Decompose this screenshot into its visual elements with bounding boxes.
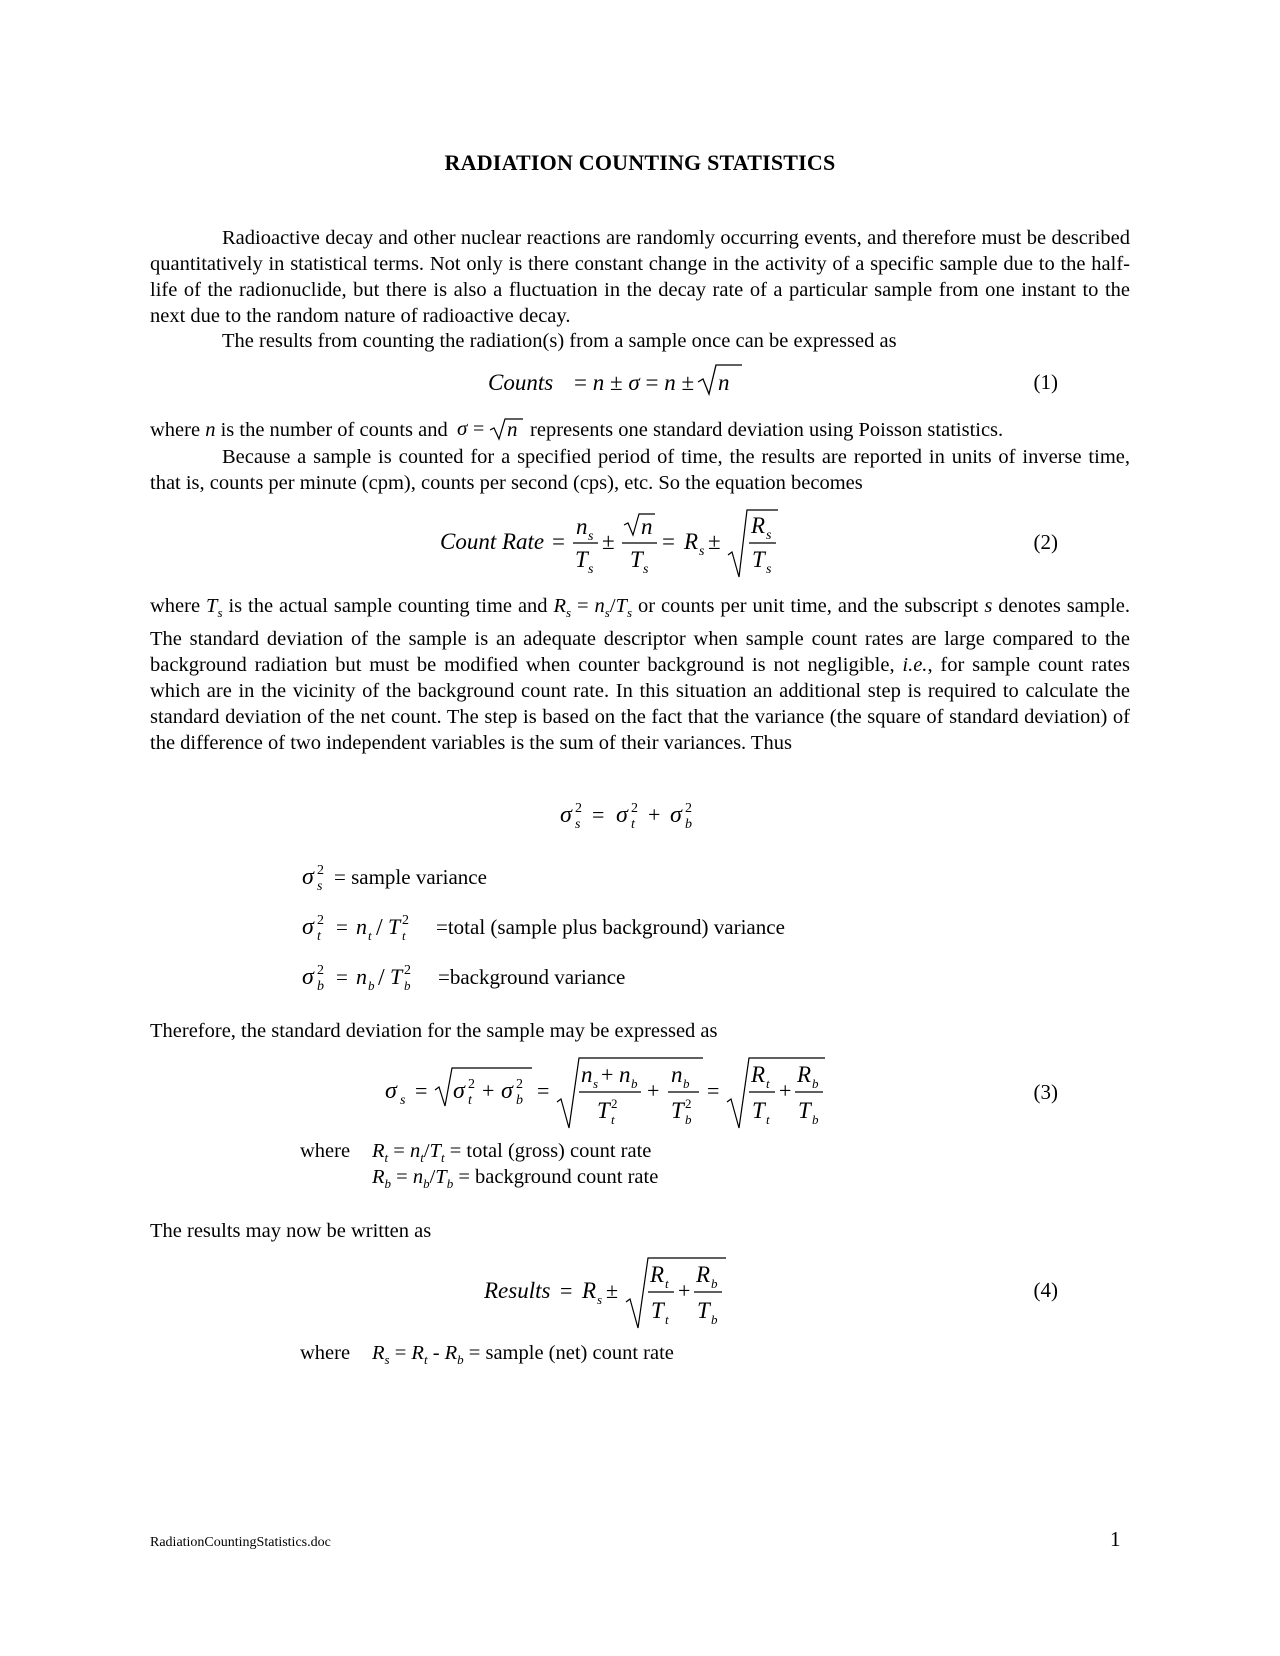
p4-d: denotes sample. The standard deviation of the sample is an adequate descriptor when sample count rates are large compared to the background radiation but must be modified when counter background is not negligible, [150,595,1130,677]
var-n: n [205,419,216,441]
svg-text:n: n [356,914,367,939]
svg-text:=: = [707,1078,720,1103]
svg-text:b: b [711,1276,718,1291]
results-paragraph [150,1218,1130,1244]
svg-text:σ: σ [302,964,314,990]
svg-text:b: b [516,1093,523,1108]
results-text: The results may now be written as [150,1220,432,1242]
svg-text:=: = [537,1078,550,1103]
svg-text:2: 2 [516,1077,523,1092]
svg-text:s: s [317,879,323,892]
footer-filename: RadiationCountingStatistics.doc [150,1535,331,1550]
svg-text:s: s [588,529,594,544]
svg-text:=: = [662,529,675,554]
svg-text:t: t [317,929,321,942]
svg-text:t: t [665,1312,669,1327]
svg-text:2: 2 [611,1096,618,1111]
where-rt-line: where $R_t = n_t/T_t$ = total (gross) count rate [300,1140,652,1166]
svg-text:n: n [356,964,367,989]
svg-text:R: R [582,1278,597,1303]
svg-text:s: s [593,1076,599,1091]
svg-text:b: b [812,1076,819,1091]
count-rate-text: Because a sample is counted for a specified period of time, the results are reported in units of inverse time, that is, counts per minute (cpm), counts per second (cps), etc. So the equation becomes [150,446,1130,494]
svg-text:R: R [650,1262,665,1287]
svg-text:T: T [651,1298,664,1323]
where-rs-line: where $R_s = R_t - R_b$ = sample (net) count rate [300,1342,674,1368]
def-sample-variance [300,860,487,892]
svg-text:σ: σ [453,1078,465,1104]
svg-text:+: + [678,1278,691,1303]
counts-intro-text: The results from counting the radiation(s) from a sample once can be expressed as [222,330,897,352]
svg-text:T: T [390,964,403,989]
intro-paragraph [150,225,1130,329]
svg-text:=: = [415,1078,428,1103]
svg-text:2: 2 [685,1096,692,1111]
svg-text:t: t [766,1076,770,1091]
svg-text:b: b [317,979,324,992]
svg-text:s: s [699,544,705,559]
svg-text:T: T [597,1098,610,1123]
svg-text:2: 2 [402,913,409,928]
svg-text:2: 2 [575,801,582,816]
svg-text:t: t [631,817,635,832]
svg-text:σ: σ [501,1078,513,1104]
svg-text:R: R [751,1062,766,1087]
eq1-body: = n ± σ = n ± [574,370,695,395]
svg-text:b: b [404,978,411,992]
svg-text:t: t [402,928,406,942]
svg-text:R: R [797,1062,812,1087]
svg-text:±: ± [602,529,615,554]
svg-text:b: b [685,1112,692,1127]
p4-e: , for sample count rates which are in the vicinity of the background count rate. In this situation an additional step is required to calculate the standard deviation of the net count. The step is based on the fact that the variance (the square of standard deviation) of the difference of two independent variables is the sum of their variances. Thus [150,654,1131,755]
def-background-text: =background variance [438,965,626,989]
svg-text:+: + [779,1078,792,1103]
svg-text:=: = [472,418,485,440]
where3-line1: = total (gross) count rate [449,1140,652,1162]
where-rb-line: $R_b = n_b/T_b$ = background count rate [372,1166,659,1192]
svg-text:R: R [696,1262,711,1287]
svg-text:σ: σ [456,416,468,440]
eq2-lhs: Count Rate [440,529,545,554]
eq4-number: (4) [1033,1278,1058,1302]
svg-text:T: T [388,914,401,939]
where1-post: represents one standard deviation using Poisson statistics. [530,419,1004,441]
svg-text:/: / [378,965,385,991]
def-sample-text: = sample variance [334,865,487,889]
svg-text:=: = [336,915,348,939]
eq1-radicand: n [718,370,730,395]
svg-text:=: = [336,965,348,989]
svg-text:T: T [630,547,643,572]
def-total-variance [300,910,785,942]
svg-text:σ: σ [616,802,628,828]
p4-a: where [150,595,201,617]
therefore-paragraph [150,1018,1130,1044]
def-background-variance [300,960,625,992]
svg-text:T: T [697,1298,710,1323]
standard-deviation-paragraph: where $T_s$ is the actual sample counting time and $R_s = n_s/T_s$ or counts per unit time, and the subscript s denotes sample. The standard deviation of the sample is an adequate descriptor when sample count rates are large compared to the background radiation but must be modified when counter background is not negligible, i.e., for sample count rates which are in the vicinity of the background count rate. In this situation an additional step is required to calculate the standard deviation of the net count. The step is based on the fact that the variance (the square of standard deviation) of the difference of two independent variables is the sum of their variances. Thus [150,595,1131,755]
where3-line2: = background count rate [458,1166,659,1188]
eq3-number: (3) [1033,1080,1058,1104]
svg-text:2: 2 [404,963,411,978]
p4-ie: i.e. [902,654,928,677]
svg-text:t: t [368,928,372,942]
eq1-number: (1) [1033,370,1058,394]
svg-text:=: = [552,529,565,554]
svg-text:2: 2 [317,863,324,878]
page-title: RADIATION COUNTING STATISTICS [444,150,836,175]
svg-text:±: ± [606,1278,619,1303]
svg-text:t: t [665,1276,669,1291]
p4-c: or counts per unit time, and the subscript [637,595,979,617]
svg-text:T: T [752,1098,765,1123]
equation-2 [440,505,820,585]
therefore-text: Therefore, the standard deviation for the sample may be expressed as [150,1020,718,1042]
svg-text:s: s [597,1292,603,1307]
svg-text:b: b [685,817,692,832]
svg-text:s: s [643,562,649,577]
variance-equation [560,790,730,834]
svg-text:t: t [468,1093,472,1108]
where-word: where [150,419,201,441]
svg-text:n: n [581,1062,593,1087]
sigma-sqrt-n [453,416,525,442]
where1-mid: is the number of counts and [220,419,448,441]
where4-label: where [300,1342,351,1364]
svg-text:=: = [560,1278,573,1303]
svg-text:/: / [376,915,383,941]
svg-text:b: b [368,978,375,992]
counts-intro-paragraph [150,328,1130,354]
svg-text:+: + [648,802,661,827]
svg-text:s: s [588,562,594,577]
svg-text:T: T [752,547,765,572]
svg-text:b: b [812,1112,819,1127]
where4-text: = sample (net) count rate [468,1342,674,1364]
def-total-text: =total (sample plus background) variance [436,915,785,939]
svg-text:n: n [671,1062,683,1087]
p4-b: is the actual sample counting time and [228,595,548,617]
svg-text:s: s [575,817,581,832]
svg-text:s: s [766,528,772,543]
svg-text:σ: σ [670,802,682,828]
svg-text:T: T [671,1098,684,1123]
svg-text:s: s [766,562,772,577]
svg-text:T: T [798,1098,811,1123]
svg-text:R: R [684,529,699,554]
where-n-line [150,416,1130,443]
eq4-lhs: Results [484,1278,551,1303]
svg-text:n: n [619,1062,631,1087]
equation-1 [480,360,780,404]
svg-text:σ: σ [302,914,314,940]
eq1-lhs: Counts [488,370,554,395]
where3-label: where [300,1140,351,1162]
svg-text:σ: σ [560,802,572,828]
svg-text:=: = [592,802,605,827]
svg-text:n: n [576,514,588,539]
count-rate-paragraph [150,444,1130,496]
svg-text:2: 2 [685,801,692,816]
svg-text:s: s [400,1093,406,1108]
eq2-number: (2) [1033,530,1058,554]
svg-text:2: 2 [317,963,324,978]
svg-text:2: 2 [631,801,638,816]
equation-3 [385,1050,845,1134]
intro-text: Radioactive decay and other nuclear reactions are randomly occurring events, and therefore must be described quantitatively in statistical terms. Not only is there constant change in the activity of a specific sample due to the half-life of the radionuclide, but there is also a fluctuation in the decay rate of a particular sample from one instant to the next due to the random nature of radioactive decay. [150,227,1130,327]
svg-text:b: b [711,1312,718,1327]
svg-text:+: + [601,1062,614,1087]
svg-text:t: t [611,1112,615,1127]
svg-text:±: ± [708,529,721,554]
equation-4 [484,1250,744,1334]
svg-text:+: + [647,1078,660,1103]
svg-text:n: n [641,514,653,539]
svg-text:b: b [683,1076,690,1091]
svg-text:R: R [751,513,766,538]
svg-text:2: 2 [468,1077,475,1092]
svg-text:σ: σ [385,1078,397,1104]
page-number: 1 [1110,1527,1121,1551]
svg-text:n: n [506,417,518,441]
svg-text:2: 2 [317,913,324,928]
svg-text:+: + [482,1078,495,1103]
svg-text:σ: σ [302,864,314,890]
svg-text:t: t [766,1112,770,1127]
svg-text:T: T [575,547,588,572]
svg-text:b: b [631,1076,638,1091]
